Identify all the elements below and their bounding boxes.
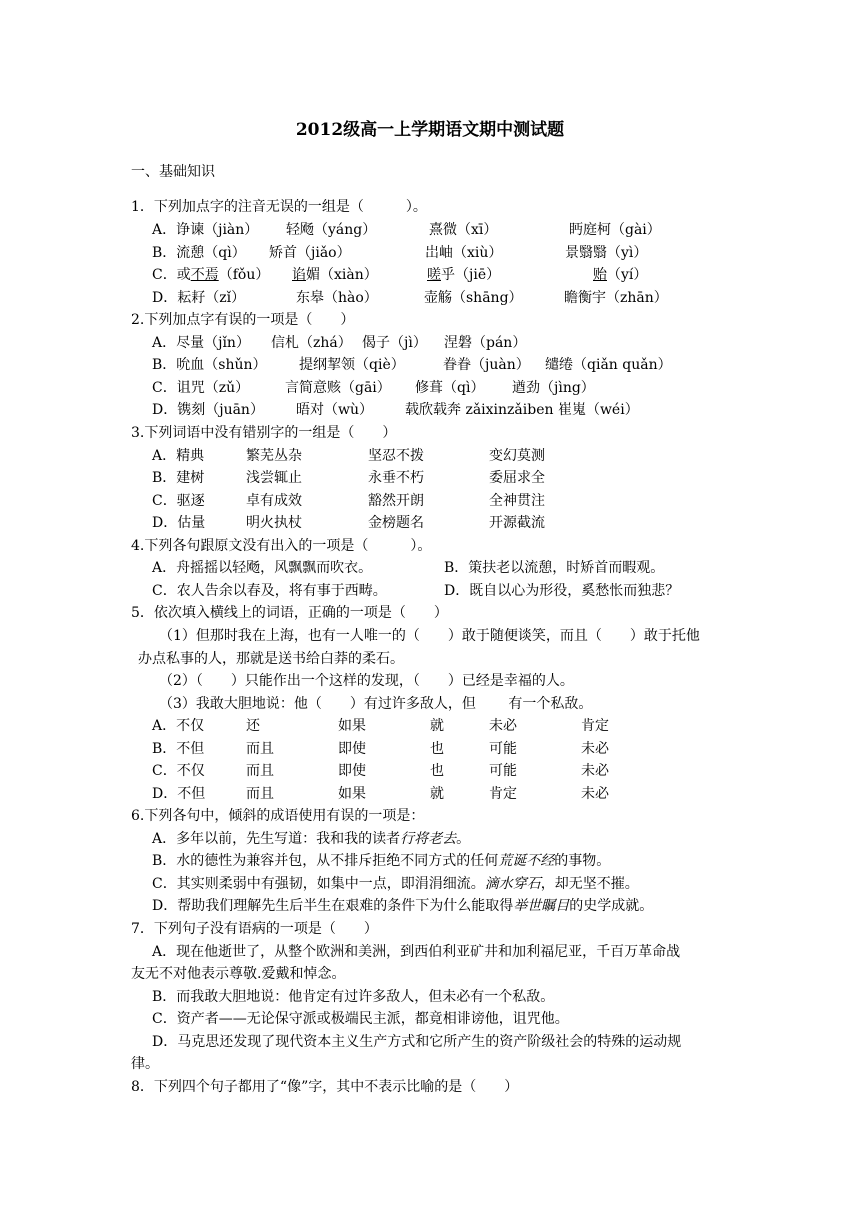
- section-heading: 一、基础知识: [131, 164, 215, 180]
- question-6-option-c: C．其实则柔弱中有强韧，如集中一点，即涓涓细流。滴水穿石，却无坚不摧。: [152, 876, 639, 892]
- question-2-stem: 2.下列加点字有误的一项是（ ）: [131, 312, 355, 328]
- question-5-sentence-1-cont: 办点私事的人，那就是送书给白莽的柔石。: [138, 651, 404, 667]
- question-7-option-a: A．现在他逝世了，从整个欧洲和美洲，到西伯利亚矿井和加利福尼亚，千百万革命战: [152, 944, 681, 960]
- question-4-option-d: D．既自以心为形役，奚愁怅而独悲？: [444, 583, 680, 599]
- question-5-sentence-1: （1）但那时我在上海，也有一人唯一的（ ）敢于随便谈笑，而且（ ）敢于托他: [159, 628, 700, 644]
- question-7-option-c: C．资产者——无论保守派或极端民主派，都竟相诽谤他，诅咒他。: [152, 1011, 569, 1027]
- page-title: 2012级高一上学期语文期中测试题: [295, 120, 565, 140]
- question-4-stem: 4.下列各句跟原文没有出入的一项是（ ）。: [131, 538, 432, 554]
- question-7-stem: 7．下列句子没有语病的一项是（ ）: [131, 921, 378, 937]
- question-6-option-a: A．多年以前，先生写道：我和我的读者行将老去。: [152, 831, 471, 847]
- question-7-option-b: B．而我敢大胆地说：他肯定有过许多敌人，但未必有一个私敌。: [152, 989, 555, 1005]
- question-5-stem: 5．依次填入横线上的词语，正确的一项是（ ）: [131, 605, 448, 621]
- question-4-option-c: C．农人告余以春及，将有事于西畴。: [152, 583, 387, 599]
- question-7-option-d: D．马克思还发现了现代资本主义生产方式和它所产生的资产阶级社会的特殊的运动规: [152, 1034, 682, 1050]
- question-5-sentence-3: （3）我敢大胆地说：他（ ）有过许多敌人，但 有一个私敌。: [159, 696, 593, 712]
- question-4-option-a: A．舟摇摇以轻飏，风飘飘而吹衣。: [152, 560, 373, 576]
- question-6-option-d: D．帮助我们理解先生后半生在艰难的条件下为什么能取得举世瞩目的史学成就。: [152, 898, 654, 914]
- question-7-option-d-cont: 律。: [131, 1056, 159, 1072]
- exam-page: 2012级高一上学期语文期中测试题 一、基础知识 1．下列加点字的注音无误的一组是（ ）。 A．诤谏（jiàn） 轻飏（yáng） 熹微（xī） 眄庭柯（gài） B．流憩（qì） 矫首（jiǎo） 岀岫（xiù） 景翳翳（yì） C．或不焉（fǒu） 谄媚（xiàn） 嗟乎（jiē） 贻（yí） D．耘耔（zǐ） 东皋（hào） 壶觞（shāng） 瞻衡宇（zhān） 2.下列加点字有误的一项是（ ） A．尽量（jǐn） 信札（zhá） 偈子（jì） 涅磐（pán） B．吮血（shǔn） 提纲挈领（qiè） 眷眷（juàn） 缱绻（qiǎn quǎn） C．诅咒（zǔ） 言简意赅（gāi） 修葺（qì） 遒劲（jìng） D．镌刻（juān） 晤对（wù） 载欣载奔 zǎixinzǎiben 崔嵬（wéi） 3.下列词语中没有错别字的一组是（ ） A．精典 繁芜丛杂 坚忍不拨 变幻莫测 B．建树 浅尝辄止 永垂不朽 委屈求全 C．驱逐 卓有成效 豁然开朗 全神贯注 D．估量 明火执杖 金榜题名 开源截流 4.下列各句跟原文没有出入的一项是（ ）。 A．舟摇摇以轻飏，风飘飘而吹衣。 B．策扶老以流憩，时矫首而暇观。 C．农人告余以春及，将有事于西畴。 D．既自以心为形役，奚愁怅而独悲？ 5．依次填入横线上的词语，正确的一项是（ ） （1）但那时我在上海，也有一人唯一的（ ）敢于随便谈笑，而且（ ）敢于托他 办点私事的人，那就是送书给白莽的柔石。 （2）（ ）只能作出一个这样的发现，（ ）已经是幸福的人。 （3）我敢大胆地说：他（ ）有过许多敌人，但 有一个私敌。 A．不仅 还 如果 就 未必 肯定 B．不但 而且 即使 也 可能 未必 C．不仅 而且 即使 也 可能 未必 D．不但 而且 如果 就 肯定 未必 6.下列各句中，倾斜的成语使用有误的一项是： A．多年以前，先生写道：我和我的读者行将老去。 B．水的德性为兼容并包，从不排斥拒绝不同方式的任何荒诞不经的事物。 C．其实则柔弱中有强韧，如集中一点，即涓涓细流。滴水穿石，却无坚不摧。 D．帮助我们理解先生后半生在艰难的条件下为什么能取得举世瞩目的史学成就。 7．下列句子没有语病的一项是（ ） A．现在他逝世了，从整个欧洲和美洲，到西伯利亚矿井和加利福尼亚，千百万革命战 友无不对他表示尊敬.爱戴和悼念。 B．而我敢大胆地说：他肯定有过许多敌人，但未必有一个私敌。 C．资产者——无论保守派或极端民主派，都竟相诽谤他，诅咒他。 D．马克思还发现了现代资本主义生产方式和它所产生的资产阶级社会的特殊的运动规 律。 8．下列四个句子都用了“像”字，其中不表示比喻的是（ ）: [0, 0, 860, 1216]
- question-5-sentence-2: （2）（ ）只能作出一个这样的发现，（ ）已经是幸福的人。: [159, 673, 574, 689]
- question-8-stem: 8．下列四个句子都用了“像”字，其中不表示比喻的是（ ）: [131, 1079, 519, 1095]
- question-6-option-b: B．水的德性为兼容并包，从不排斥拒绝不同方式的任何荒诞不经的事物。: [152, 853, 611, 869]
- question-7-option-a-cont: 友无不对他表示尊敬.爱戴和悼念。: [131, 966, 346, 982]
- question-3-stem: 3.下列词语中没有错别字的一组是（ ）: [131, 425, 397, 441]
- question-1-stem: 1．下列加点字的注音无误的一组是（ ）。: [131, 199, 427, 215]
- question-4-option-b: B．策扶老以流憩，时矫首而暇观。: [444, 560, 665, 576]
- question-6-stem: 6.下列各句中，倾斜的成语使用有误的一项是：: [131, 808, 425, 824]
